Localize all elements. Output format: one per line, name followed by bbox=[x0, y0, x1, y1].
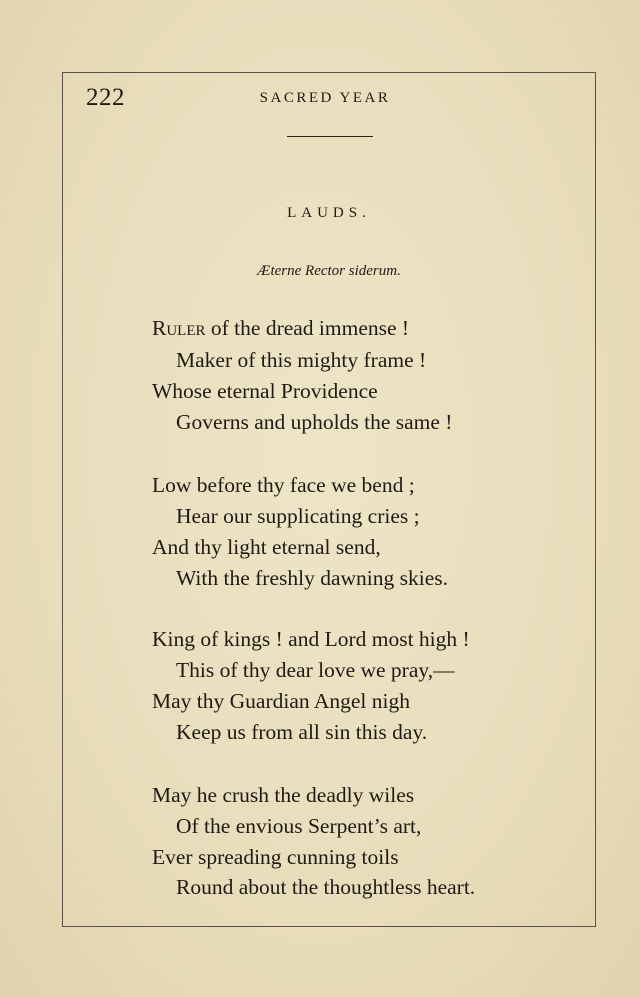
drop-word: Ruler bbox=[152, 316, 206, 340]
page-number: 222 bbox=[86, 84, 125, 111]
stanza-2-line-2: Hear our supplicating cries ; bbox=[176, 504, 420, 528]
stanza-4-line-2: Of the envious Serpent’s art, bbox=[176, 814, 422, 838]
stanza-2-line-3: And thy light eternal send, bbox=[152, 535, 381, 559]
stanza-4-line-3: Ever spreading cunning toils bbox=[152, 845, 399, 869]
hymn-subtitle: Æterne Rector siderum. bbox=[257, 263, 401, 279]
running-head: SACRED YEAR bbox=[259, 90, 391, 106]
stanza-2-line-1: Low before thy face we bend ; bbox=[152, 473, 415, 497]
stanza-1-line-3: Whose eternal Providence bbox=[152, 379, 378, 403]
stanza-4-line-1: May he crush the deadly wiles bbox=[152, 783, 415, 807]
stanza-1-line-1 bbox=[152, 318, 409, 340]
section-title: LAUDS. bbox=[287, 205, 371, 221]
stanza-1-line-2: Maker of this mighty frame ! bbox=[176, 348, 427, 372]
line-text: of the dread immense ! bbox=[205, 316, 410, 340]
stanza-3-line-3: May thy Guardian Angel nigh bbox=[152, 689, 410, 713]
stanza-2-line-4: With the freshly dawning skies. bbox=[176, 566, 449, 590]
stanza-1-line-4: Governs and upholds the same ! bbox=[176, 410, 453, 434]
stanza-3-line-1: King of kings ! and Lord most high ! bbox=[152, 627, 470, 651]
stanza-4-line-4: Round about the thoughtless heart. bbox=[176, 875, 476, 899]
header-rule bbox=[287, 136, 373, 137]
stanza-3-line-4: Keep us from all sin this day. bbox=[176, 720, 428, 744]
stanza-3-line-2: This of thy dear love we pray,— bbox=[176, 658, 455, 682]
